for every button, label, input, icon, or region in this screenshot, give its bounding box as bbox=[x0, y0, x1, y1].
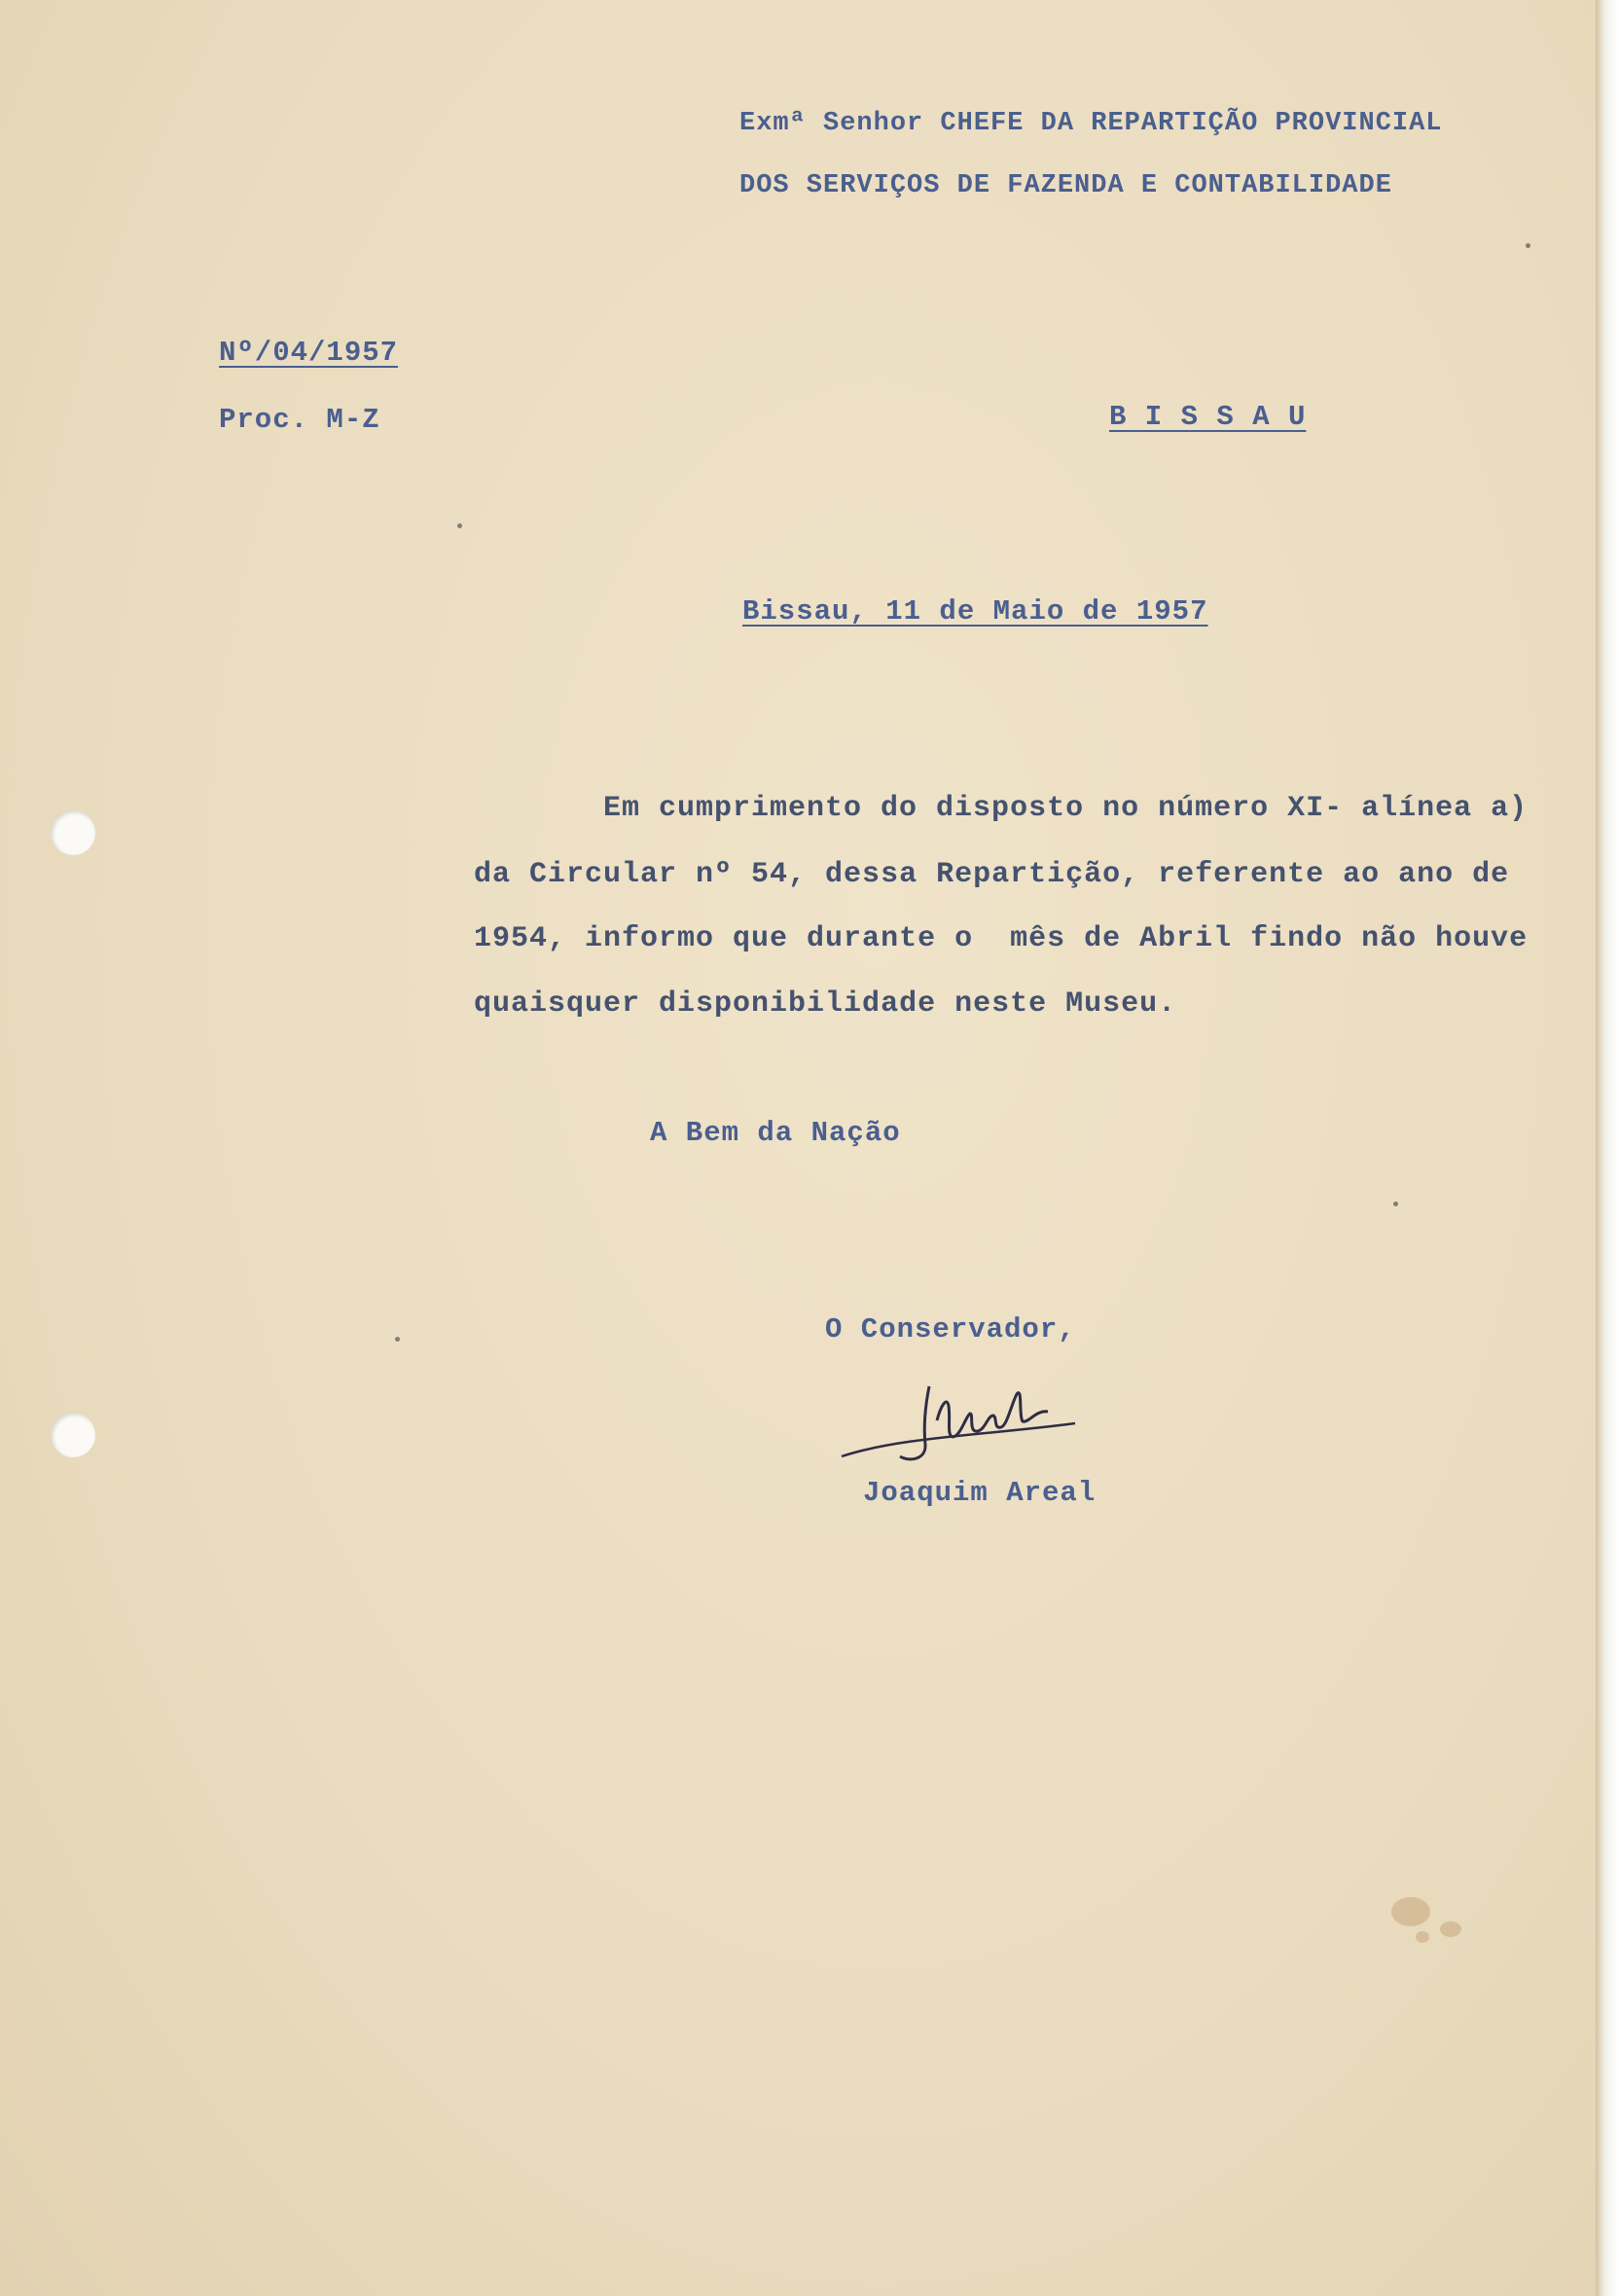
punch-hole-bottom bbox=[51, 1413, 95, 1457]
speck bbox=[395, 1337, 400, 1342]
stain bbox=[1391, 1897, 1430, 1926]
speck bbox=[1393, 1202, 1398, 1206]
body-line-3: 1954, informo que durante o mês de Abril findo não houve bbox=[474, 922, 1529, 955]
closing-formula: A Bem da Nação bbox=[650, 1117, 901, 1149]
signatory-name: Joaquim Areal bbox=[863, 1477, 1097, 1509]
handwritten-signature bbox=[832, 1367, 1143, 1474]
destination-city: B I S S A U bbox=[1109, 401, 1307, 433]
body-line-1: Em cumprimento do disposto no número XI- alínea a) bbox=[603, 792, 1529, 825]
stain bbox=[1440, 1921, 1461, 1937]
body-line-2: da Circular nº 54, dessa Repartição, referente ao ano de bbox=[474, 858, 1510, 891]
reference-number: Nº/04/1957 bbox=[219, 337, 399, 369]
speck bbox=[1526, 243, 1530, 248]
page-edge bbox=[1596, 0, 1619, 2296]
process-reference: Proc. M-Z bbox=[219, 404, 380, 436]
punch-hole-top bbox=[51, 810, 95, 855]
addressee-line-2: DOS SERVIÇOS DE FAZENDA E CONTABILIDADE bbox=[739, 171, 1392, 200]
date-line: Bissau, 11 de Maio de 1957 bbox=[742, 595, 1208, 628]
signatory-title: O Conservador, bbox=[825, 1313, 1076, 1345]
body-line-4: quaisquer disponibilidade neste Museu. bbox=[474, 987, 1177, 1021]
speck bbox=[457, 523, 462, 528]
stain bbox=[1416, 1931, 1429, 1943]
addressee-line-1: Exmª Senhor CHEFE DA REPARTIÇÃO PROVINCIAL bbox=[739, 109, 1443, 138]
